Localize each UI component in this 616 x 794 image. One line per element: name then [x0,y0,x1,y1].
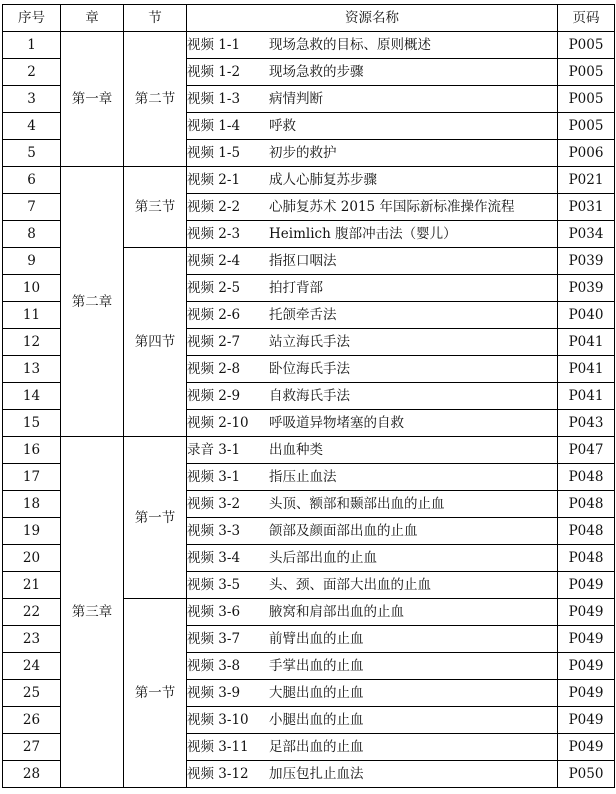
header-page: 页码 [558,5,615,32]
section-cell: 第三节 [124,167,187,248]
resource-name-cell [187,437,558,464]
chapter-cell: 第一章 [61,32,124,167]
row-seq: 7 [3,194,61,221]
resource-name-cell [187,518,558,545]
table-row [3,437,615,464]
row-seq: 9 [3,248,61,275]
row-seq: 18 [3,491,61,518]
header-section: 节 [124,5,187,32]
row-seq: 26 [3,707,61,734]
resource-title: 现场急救的步骤 [269,64,364,80]
resource-code: 视频 3-2 [187,496,241,512]
row-page: P005 [558,59,615,86]
resource-code: 视频 2-4 [187,253,241,269]
resource-title: 呼救 [269,118,296,134]
resource-code: 视频 3-6 [187,604,241,620]
resource-code: 视频 3-11 [187,739,249,755]
row-page: P039 [558,248,615,275]
resource-code: 录音 3-1 [187,442,241,458]
resource-code: 视频 2-7 [187,334,241,350]
row-seq: 28 [3,761,61,788]
resource-title: 呼吸道异物堵塞的自救 [269,415,404,431]
resource-code: 视频 2-5 [187,280,241,296]
resource-name-cell [187,302,558,329]
resource-name-cell [187,86,558,113]
row-seq: 20 [3,545,61,572]
section-cell: 第一节 [124,437,187,599]
resource-name-cell [187,275,558,302]
resource-title: 加压包扎止血法 [269,766,364,782]
resource-title: 现场急救的目标、原则概述 [269,37,431,53]
row-page: P050 [558,761,615,788]
resource-table [2,4,615,788]
row-page: P049 [558,653,615,680]
resource-code: 视频 1-1 [187,37,241,53]
header-seq: 序号 [3,5,61,32]
resource-code: 视频 2-6 [187,307,241,323]
resource-name-cell [187,545,558,572]
resource-name-cell [187,599,558,626]
table-row [3,167,615,194]
resource-title: 托颌牵舌法 [269,307,337,323]
resource-name-cell [187,707,558,734]
resource-title: 成人心肺复苏步骤 [269,172,377,188]
resource-name-cell [187,734,558,761]
resource-title: 出血种类 [269,442,323,458]
resource-code: 视频 3-12 [187,766,249,782]
row-page: P040 [558,302,615,329]
row-page: P049 [558,734,615,761]
resource-title: 站立海氏手法 [269,334,350,350]
resource-code: 视频 1-5 [187,145,241,161]
row-seq: 8 [3,221,61,248]
row-seq: 10 [3,275,61,302]
header-chapter: 章 [61,5,124,32]
resource-code: 视频 3-8 [187,658,241,674]
row-seq: 24 [3,653,61,680]
resource-name-cell [187,653,558,680]
row-seq: 1 [3,32,61,59]
resource-code: 视频 2-3 [187,226,241,242]
resource-title: 腋窝和肩部出血的止血 [269,604,404,620]
resource-code: 视频 3-7 [187,631,241,647]
resource-name-cell [187,410,558,437]
row-seq: 23 [3,626,61,653]
row-page: P048 [558,545,615,572]
row-seq: 12 [3,329,61,356]
resource-name-cell [187,761,558,788]
row-seq: 5 [3,140,61,167]
row-seq: 15 [3,410,61,437]
row-page: P041 [558,383,615,410]
row-page: P043 [558,410,615,437]
resource-title: 初步的救护 [269,145,337,161]
row-page: P005 [558,113,615,140]
row-page: P049 [558,599,615,626]
resource-name-cell [187,221,558,248]
row-page: P041 [558,329,615,356]
resource-code: 视频 3-1 [187,469,241,485]
resource-title: 前臂出血的止血 [269,631,364,647]
table-row [3,32,615,59]
row-page: P005 [558,32,615,59]
resource-title: 颌部及颜面部出血的止血 [269,523,418,539]
resource-name-cell [187,113,558,140]
resource-title: 足部出血的止血 [269,739,364,755]
row-seq: 2 [3,59,61,86]
resource-title: 大腿出血的止血 [269,685,364,701]
resource-name-cell [187,572,558,599]
row-page: P031 [558,194,615,221]
row-seq: 22 [3,599,61,626]
resource-title: 拍打背部 [269,280,323,296]
resource-title: Heimlich 腹部冲击法（婴儿） [269,226,457,242]
row-page: P048 [558,464,615,491]
row-seq: 16 [3,437,61,464]
resource-name-cell [187,680,558,707]
row-seq: 21 [3,572,61,599]
resource-name-cell [187,626,558,653]
resource-name-cell [187,167,558,194]
resource-title: 心肺复苏术 2015 年国际新标准操作流程 [269,199,515,215]
resource-code: 视频 3-3 [187,523,241,539]
row-page: P049 [558,572,615,599]
header-name: 资源名称 [187,5,558,32]
row-page: P047 [558,437,615,464]
resource-title: 指压止血法 [269,469,337,485]
resource-name-cell [187,248,558,275]
row-page: P034 [558,221,615,248]
resource-code: 视频 1-4 [187,118,241,134]
resource-title: 头顶、额部和颞部出血的止血 [269,496,445,512]
resource-name-cell [187,329,558,356]
resource-code: 视频 1-3 [187,91,241,107]
row-page: P005 [558,86,615,113]
row-seq: 6 [3,167,61,194]
resource-title: 小腿出血的止血 [269,712,364,728]
row-seq: 17 [3,464,61,491]
section-cell: 第二节 [124,32,187,167]
resource-name-cell [187,59,558,86]
chapter-cell: 第二章 [61,167,124,437]
resource-code: 视频 2-2 [187,199,241,215]
row-seq: 11 [3,302,61,329]
resource-title: 手掌出血的止血 [269,658,364,674]
resource-code: 视频 1-2 [187,64,241,80]
resource-name-cell [187,194,558,221]
resource-code: 视频 2-8 [187,361,241,377]
row-seq: 13 [3,356,61,383]
row-seq: 4 [3,113,61,140]
resource-code: 视频 2-10 [187,415,249,431]
row-page: P006 [558,140,615,167]
row-page: P041 [558,356,615,383]
resource-title: 指抠口咽法 [269,253,337,269]
row-page: P021 [558,167,615,194]
row-page: P048 [558,491,615,518]
chapter-cell: 第三章 [61,437,124,788]
resource-title: 病情判断 [269,91,323,107]
resource-title: 头、颈、面部大出血的止血 [269,577,431,593]
row-page: P049 [558,626,615,653]
resource-name-cell [187,140,558,167]
resource-name-cell [187,356,558,383]
row-page: P049 [558,707,615,734]
resource-code: 视频 3-5 [187,577,241,593]
resource-code: 视频 2-1 [187,172,241,188]
resource-title: 自救海氏手法 [269,388,350,404]
row-page: P048 [558,518,615,545]
row-seq: 27 [3,734,61,761]
section-cell: 第四节 [124,248,187,437]
resource-name-cell [187,383,558,410]
resource-name-cell [187,464,558,491]
resource-code: 视频 3-9 [187,685,241,701]
row-page: P039 [558,275,615,302]
resource-title: 头后部出血的止血 [269,550,377,566]
section-cell: 第一节 [124,599,187,788]
row-seq: 19 [3,518,61,545]
row-seq: 3 [3,86,61,113]
resource-code: 视频 2-9 [187,388,241,404]
row-page: P049 [558,680,615,707]
resource-name-cell [187,32,558,59]
resource-code: 视频 3-10 [187,712,249,728]
resource-name-cell [187,491,558,518]
row-seq: 25 [3,680,61,707]
row-seq: 14 [3,383,61,410]
resource-code: 视频 3-4 [187,550,241,566]
header-row [3,5,615,32]
resource-title: 卧位海氏手法 [269,361,350,377]
